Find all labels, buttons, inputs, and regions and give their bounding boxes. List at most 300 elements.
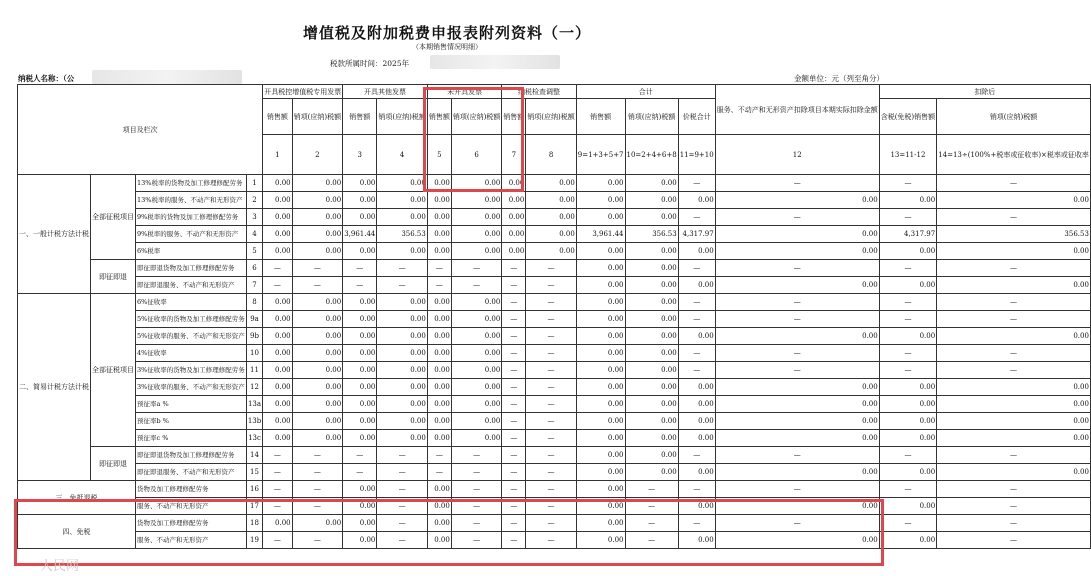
header-group: 纳税检查调整 xyxy=(502,85,576,99)
cell-value: 0.00 xyxy=(451,226,501,243)
table-row xyxy=(18,192,1091,209)
cell-value: — xyxy=(678,362,715,379)
cell-value: 0.00 xyxy=(625,345,678,362)
cell-value: — xyxy=(715,515,879,532)
cell-value: — xyxy=(502,294,526,311)
cell-value: 0.00 xyxy=(678,413,715,430)
cell-value: — xyxy=(715,481,879,498)
cell-value: 0.00 xyxy=(879,498,936,515)
cell-value: 0.00 xyxy=(292,328,343,345)
row-line-number: 2 xyxy=(246,192,262,209)
row-line-number: 6 xyxy=(246,260,262,277)
cell-value: 0.00 xyxy=(715,243,879,260)
cell-value: — xyxy=(377,447,427,464)
column-number: 7 xyxy=(502,135,526,175)
row-label: 预征率b % xyxy=(136,413,247,430)
watermark-text: 人民网 xyxy=(40,559,80,574)
cell-value: 0.00 xyxy=(292,294,343,311)
cell-value: 0.00 xyxy=(879,464,936,481)
cell-value: 0.00 xyxy=(879,277,936,294)
highlight-box-uninvoiced xyxy=(423,87,524,192)
row-label: 13%税率的货物及加工修理修配劳务 xyxy=(136,175,247,192)
cell-value: 0.00 xyxy=(292,226,343,243)
cell-value: 0.00 xyxy=(263,430,292,447)
cell-value: 0.00 xyxy=(343,311,377,328)
cell-value: 0.00 xyxy=(502,192,526,209)
table-row xyxy=(18,277,1091,294)
cell-value: 0.00 xyxy=(343,515,377,532)
cell-value: — xyxy=(879,175,936,192)
cell-value: — xyxy=(292,260,343,277)
cell-value: 4,317.97 xyxy=(879,226,936,243)
header-sub: 销项(应纳)税额 xyxy=(937,99,1091,135)
cell-value: 0.00 xyxy=(678,192,715,209)
item-column-header: 项目及栏次 xyxy=(18,85,263,175)
table-row xyxy=(18,413,1091,430)
cell-value: 0.00 xyxy=(937,328,1091,345)
cell-value: — xyxy=(526,260,576,277)
cell-value: — xyxy=(526,532,576,549)
sales-detail-table xyxy=(17,84,1091,549)
cell-value: 0.00 xyxy=(937,192,1091,209)
cell-value: 0.00 xyxy=(678,464,715,481)
row-label: 4%征收率 xyxy=(136,345,247,362)
header-sub: 销项(应纳)税额 xyxy=(526,99,576,135)
cell-value: 0.00 xyxy=(502,175,526,192)
cell-value: 0.00 xyxy=(715,277,879,294)
cell-value: 0.00 xyxy=(292,413,343,430)
cell-value: 356.53 xyxy=(377,226,427,243)
row-label: 服务、不动产和无形资产 xyxy=(136,498,247,515)
cell-value: — xyxy=(879,362,936,379)
column-number: 1 xyxy=(263,135,292,175)
section-label: 四、免税 xyxy=(18,515,136,549)
cell-value: — xyxy=(502,362,526,379)
cell-value: 0.00 xyxy=(263,413,292,430)
cell-value: — xyxy=(879,447,936,464)
header-sub: 销项(应纳)税额 xyxy=(451,99,501,135)
cell-value: 0.00 xyxy=(937,243,1091,260)
cell-value: — xyxy=(937,175,1091,192)
amount-unit-label: 金额单位：元（列至角分） xyxy=(794,74,884,83)
row-line-number: 1 xyxy=(246,175,262,192)
cell-value: 0.00 xyxy=(937,396,1091,413)
cell-value: — xyxy=(292,277,343,294)
column-number: 10=2+4+6+8 xyxy=(625,135,678,175)
cell-value: — xyxy=(678,481,715,498)
header-sub: 销售额 xyxy=(263,99,292,135)
table-row xyxy=(18,260,1091,277)
table-row xyxy=(18,345,1091,362)
cell-value: 0.00 xyxy=(263,515,292,532)
cell-value: 0.00 xyxy=(377,379,427,396)
cell-value: 0.00 xyxy=(427,345,451,362)
tax-period xyxy=(330,58,409,69)
cell-value: 0.00 xyxy=(427,209,451,226)
cell-value: 0.00 xyxy=(451,294,501,311)
header-group: 未开具发票 xyxy=(427,85,501,99)
table-row xyxy=(18,447,1091,464)
table-row xyxy=(18,209,1091,226)
cell-value: — xyxy=(292,532,343,549)
cell-value: — xyxy=(678,294,715,311)
cell-value: — xyxy=(377,498,427,515)
cell-value: 0.00 xyxy=(526,192,576,209)
row-line-number: 5 xyxy=(246,243,262,260)
cell-value: 0.00 xyxy=(377,311,427,328)
cell-value: 0.00 xyxy=(427,396,451,413)
cell-value: — xyxy=(526,396,576,413)
cell-value: 0.00 xyxy=(625,464,678,481)
row-line-number: 13c xyxy=(246,430,262,447)
cell-value: — xyxy=(343,447,377,464)
cell-value: 0.00 xyxy=(625,396,678,413)
header-sub: 销项(应纳)税额 xyxy=(292,99,343,135)
table-row xyxy=(18,226,1091,243)
cell-value: 0.00 xyxy=(576,243,625,260)
cell-value: 356.53 xyxy=(625,226,678,243)
cell-value: — xyxy=(678,175,715,192)
cell-value: 0.00 xyxy=(292,243,343,260)
cell-value: — xyxy=(502,328,526,345)
cell-value: 0.00 xyxy=(377,328,427,345)
cell-value: — xyxy=(451,481,501,498)
cell-value: — xyxy=(292,447,343,464)
row-label: 9%税率的服务、不动产和无形资产 xyxy=(136,226,247,243)
cell-value: — xyxy=(879,260,936,277)
cell-value: 0.00 xyxy=(625,243,678,260)
cell-value: — xyxy=(526,515,576,532)
cell-value: 0.00 xyxy=(625,362,678,379)
row-line-number: 19 xyxy=(246,532,262,549)
section-label: 三、免抵退税 xyxy=(18,481,136,515)
cell-value: 0.00 xyxy=(343,481,377,498)
cell-value: — xyxy=(678,345,715,362)
cell-value: — xyxy=(263,260,292,277)
cell-value: 0.00 xyxy=(879,532,936,549)
cell-value: 0.00 xyxy=(576,464,625,481)
cell-value: 0.00 xyxy=(427,311,451,328)
cell-value: — xyxy=(427,277,451,294)
cell-value: 0.00 xyxy=(343,498,377,515)
header-group: 开具其他发票 xyxy=(343,85,428,99)
row-label: 预征率a % xyxy=(136,396,247,413)
column-number: 9=1+3+5+7 xyxy=(576,135,625,175)
cell-value: 0.00 xyxy=(427,294,451,311)
cell-value: — xyxy=(292,481,343,498)
header-sub: 价税合计 xyxy=(678,99,715,135)
cell-value: — xyxy=(715,345,879,362)
cell-value: — xyxy=(526,311,576,328)
cell-value: 0.00 xyxy=(576,192,625,209)
cell-value: 0.00 xyxy=(263,209,292,226)
cell-value: — xyxy=(625,532,678,549)
form-subtitle: （本期销售情况明细） xyxy=(412,43,482,51)
row-line-number: 7 xyxy=(246,277,262,294)
cell-value: 0.00 xyxy=(451,413,501,430)
row-line-number: 3 xyxy=(246,209,262,226)
cell-value: 0.00 xyxy=(625,277,678,294)
cell-value: 0.00 xyxy=(625,175,678,192)
cell-value: 0.00 xyxy=(343,430,377,447)
cell-value: 0.00 xyxy=(678,379,715,396)
cell-value: 0.00 xyxy=(576,515,625,532)
table-row xyxy=(18,175,1091,192)
cell-value: 0.00 xyxy=(678,328,715,345)
cell-value: — xyxy=(678,311,715,328)
cell-value: — xyxy=(937,294,1091,311)
cell-value: — xyxy=(377,515,427,532)
cell-value: 3,961.44 xyxy=(343,226,377,243)
cell-value: — xyxy=(937,260,1091,277)
cell-value: — xyxy=(678,515,715,532)
cell-value: 0.00 xyxy=(937,430,1091,447)
cell-value: 0.00 xyxy=(937,413,1091,430)
cell-value: 0.00 xyxy=(625,447,678,464)
cell-value: 0.00 xyxy=(678,498,715,515)
row-label: 3%征收率的服务、不动产和无形资产 xyxy=(136,379,247,396)
header-group: 扣除后 xyxy=(879,85,1090,99)
cell-value: 0.00 xyxy=(427,498,451,515)
cell-value: 3,961.44 xyxy=(576,226,625,243)
cell-value: — xyxy=(451,532,501,549)
cell-value: — xyxy=(715,362,879,379)
table-row xyxy=(18,379,1091,396)
cell-value: 0.00 xyxy=(526,243,576,260)
cell-value: 0.00 xyxy=(343,379,377,396)
cell-value: 0.00 xyxy=(377,192,427,209)
cell-value: — xyxy=(879,345,936,362)
cell-value: 0.00 xyxy=(343,532,377,549)
cell-value: — xyxy=(526,277,576,294)
cell-value: 0.00 xyxy=(451,345,501,362)
cell-value: 0.00 xyxy=(715,328,879,345)
row-line-number: 11 xyxy=(246,362,262,379)
cell-value: — xyxy=(263,532,292,549)
cell-value: — xyxy=(526,328,576,345)
row-line-number: 16 xyxy=(246,481,262,498)
cell-value: 0.00 xyxy=(879,396,936,413)
cell-value: — xyxy=(879,515,936,532)
cell-value: 4,317.97 xyxy=(678,226,715,243)
cell-value: 0.00 xyxy=(715,396,879,413)
table-row xyxy=(18,430,1091,447)
cell-value: — xyxy=(502,481,526,498)
column-number: 3 xyxy=(343,135,377,175)
cell-value: 0.00 xyxy=(625,311,678,328)
cell-value: 0.00 xyxy=(678,430,715,447)
cell-value: — xyxy=(526,464,576,481)
header-sub: 销售额 xyxy=(427,99,451,135)
row-label: 5%征收率的服务、不动产和无形资产 xyxy=(136,328,247,345)
cell-value: — xyxy=(263,464,292,481)
cell-value: 0.00 xyxy=(343,362,377,379)
cell-value: — xyxy=(937,515,1091,532)
cell-value: 0.00 xyxy=(427,243,451,260)
cell-value: 0.00 xyxy=(292,345,343,362)
cell-value: 0.00 xyxy=(625,294,678,311)
table-row xyxy=(18,464,1091,481)
cell-value: 0.00 xyxy=(427,532,451,549)
cell-value: 0.00 xyxy=(625,260,678,277)
column-number: 12 xyxy=(715,135,879,175)
row-line-number: 15 xyxy=(246,464,262,481)
cell-value: — xyxy=(502,396,526,413)
row-line-number: 14 xyxy=(246,447,262,464)
column-number: 14=13÷(100%+税率或征收率)×税率或征收率 xyxy=(937,135,1091,175)
cell-value: — xyxy=(937,345,1091,362)
cell-value: 0.00 xyxy=(451,430,501,447)
cell-value: 0.00 xyxy=(343,175,377,192)
cell-value: 0.00 xyxy=(576,498,625,515)
cell-value: 0.00 xyxy=(715,226,879,243)
cell-value: — xyxy=(377,277,427,294)
row-line-number: 12 xyxy=(246,379,262,396)
cell-value: 0.00 xyxy=(263,175,292,192)
cell-value: — xyxy=(625,481,678,498)
cell-value: 0.00 xyxy=(377,345,427,362)
cell-value: 0.00 xyxy=(678,277,715,294)
cell-value: — xyxy=(451,260,501,277)
cell-value: 0.00 xyxy=(343,413,377,430)
cell-value: — xyxy=(715,209,879,226)
header-sub: 含税(免税)销售额 xyxy=(879,99,936,135)
cell-value: — xyxy=(526,294,576,311)
cell-value: 0.00 xyxy=(292,396,343,413)
section-label: 二、简易计税方法计税 xyxy=(18,294,91,481)
cell-value: 0.00 xyxy=(937,277,1091,294)
subsection-label: 全部征税项目 xyxy=(91,294,136,447)
cell-value: — xyxy=(427,260,451,277)
cell-value: — xyxy=(343,464,377,481)
table-row xyxy=(18,362,1091,379)
cell-value: 0.00 xyxy=(715,464,879,481)
cell-value: — xyxy=(678,260,715,277)
cell-value: 0.00 xyxy=(879,328,936,345)
cell-value: — xyxy=(678,447,715,464)
cell-value: 0.00 xyxy=(451,362,501,379)
cell-value: 0.00 xyxy=(576,532,625,549)
cell-value: 0.00 xyxy=(576,345,625,362)
table-row xyxy=(18,396,1091,413)
cell-value: — xyxy=(377,532,427,549)
cell-value: 0.00 xyxy=(451,243,501,260)
header-group: 开具税控增值税专用发票 xyxy=(263,85,343,99)
cell-value: 0.00 xyxy=(377,294,427,311)
form-title: 增值税及附加税费申报表附列资料（一） xyxy=(302,24,591,42)
cell-value: 0.00 xyxy=(377,243,427,260)
cell-value: 0.00 xyxy=(263,396,292,413)
cell-value: 0.00 xyxy=(427,481,451,498)
cell-value: 0.00 xyxy=(451,311,501,328)
header-group: 服务、不动产和无形资产扣除项目本期实际扣除金额 xyxy=(715,85,879,135)
column-number: 5 xyxy=(427,135,451,175)
cell-value: 0.00 xyxy=(576,362,625,379)
cell-value: — xyxy=(678,209,715,226)
cell-value: — xyxy=(937,532,1091,549)
cell-value: 0.00 xyxy=(576,396,625,413)
cell-value: 0.00 xyxy=(343,192,377,209)
cell-value: 0.00 xyxy=(427,413,451,430)
cell-value: 0.00 xyxy=(879,430,936,447)
column-number: 6 xyxy=(451,135,501,175)
row-label: 即征即退货物及加工修理修配劳务 xyxy=(136,447,247,464)
cell-value: 0.00 xyxy=(292,209,343,226)
row-label: 6%征收率 xyxy=(136,294,247,311)
cell-value: — xyxy=(377,260,427,277)
cell-value: 0.00 xyxy=(377,362,427,379)
row-label: 9%税率的货物及加工修理修配劳务 xyxy=(136,209,247,226)
cell-value: 0.00 xyxy=(625,413,678,430)
row-label: 即征即退服务、不动产和无形资产 xyxy=(136,464,247,481)
redacted-taxpayer xyxy=(92,70,242,84)
cell-value: — xyxy=(526,362,576,379)
header-sub: 销项(应纳)税额 xyxy=(377,99,427,135)
row-line-number: 13b xyxy=(246,413,262,430)
row-label: 即征即退货物及加工修理修配劳务 xyxy=(136,260,247,277)
cell-value: — xyxy=(502,498,526,515)
cell-value: 0.00 xyxy=(625,328,678,345)
cell-value: 0.00 xyxy=(451,328,501,345)
subsection-label: 即征即退 xyxy=(91,447,136,481)
row-line-number: 10 xyxy=(246,345,262,362)
cell-value: 0.00 xyxy=(377,430,427,447)
cell-value: 0.00 xyxy=(625,209,678,226)
cell-value: 0.00 xyxy=(427,192,451,209)
cell-value: — xyxy=(625,498,678,515)
row-label: 预征率c % xyxy=(136,430,247,447)
row-label: 货物及加工修理修配劳务 xyxy=(136,515,247,532)
cell-value: 0.00 xyxy=(576,260,625,277)
cell-value: 0.00 xyxy=(502,243,526,260)
cell-value: 0.00 xyxy=(292,175,343,192)
cell-value: 0.00 xyxy=(879,379,936,396)
cell-value: 0.00 xyxy=(715,430,879,447)
row-label: 6%税率 xyxy=(136,243,247,260)
row-label: 5%征收率的货物及加工修理修配劳务 xyxy=(136,311,247,328)
cell-value: 0.00 xyxy=(263,192,292,209)
cell-value: — xyxy=(502,277,526,294)
row-label: 3%征收率的货物及加工修理修配劳务 xyxy=(136,362,247,379)
cell-value: 0.00 xyxy=(377,396,427,413)
column-number: 13=11-12 xyxy=(879,135,936,175)
cell-value: 0.00 xyxy=(343,328,377,345)
cell-value: 0.00 xyxy=(576,430,625,447)
cell-value: 0.00 xyxy=(678,243,715,260)
cell-value: 0.00 xyxy=(343,396,377,413)
cell-value: 0.00 xyxy=(451,192,501,209)
cell-value: 0.00 xyxy=(451,379,501,396)
cell-value: 0.00 xyxy=(263,362,292,379)
cell-value: 0.00 xyxy=(625,430,678,447)
cell-value: — xyxy=(526,498,576,515)
cell-value: 0.00 xyxy=(292,311,343,328)
cell-value: 0.00 xyxy=(263,243,292,260)
row-line-number: 9a xyxy=(246,311,262,328)
cell-value: 0.00 xyxy=(427,430,451,447)
cell-value: — xyxy=(526,430,576,447)
header-sub: 销售额 xyxy=(343,99,377,135)
cell-value: 0.00 xyxy=(576,413,625,430)
row-label: 13%税率的服务、不动产和无形资产 xyxy=(136,192,247,209)
cell-value: 0.00 xyxy=(263,294,292,311)
cell-value: 0.00 xyxy=(263,226,292,243)
table-row xyxy=(18,311,1091,328)
cell-value: — xyxy=(937,498,1091,515)
cell-value: 0.00 xyxy=(292,192,343,209)
cell-value: 0.00 xyxy=(715,413,879,430)
cell-value: — xyxy=(502,464,526,481)
